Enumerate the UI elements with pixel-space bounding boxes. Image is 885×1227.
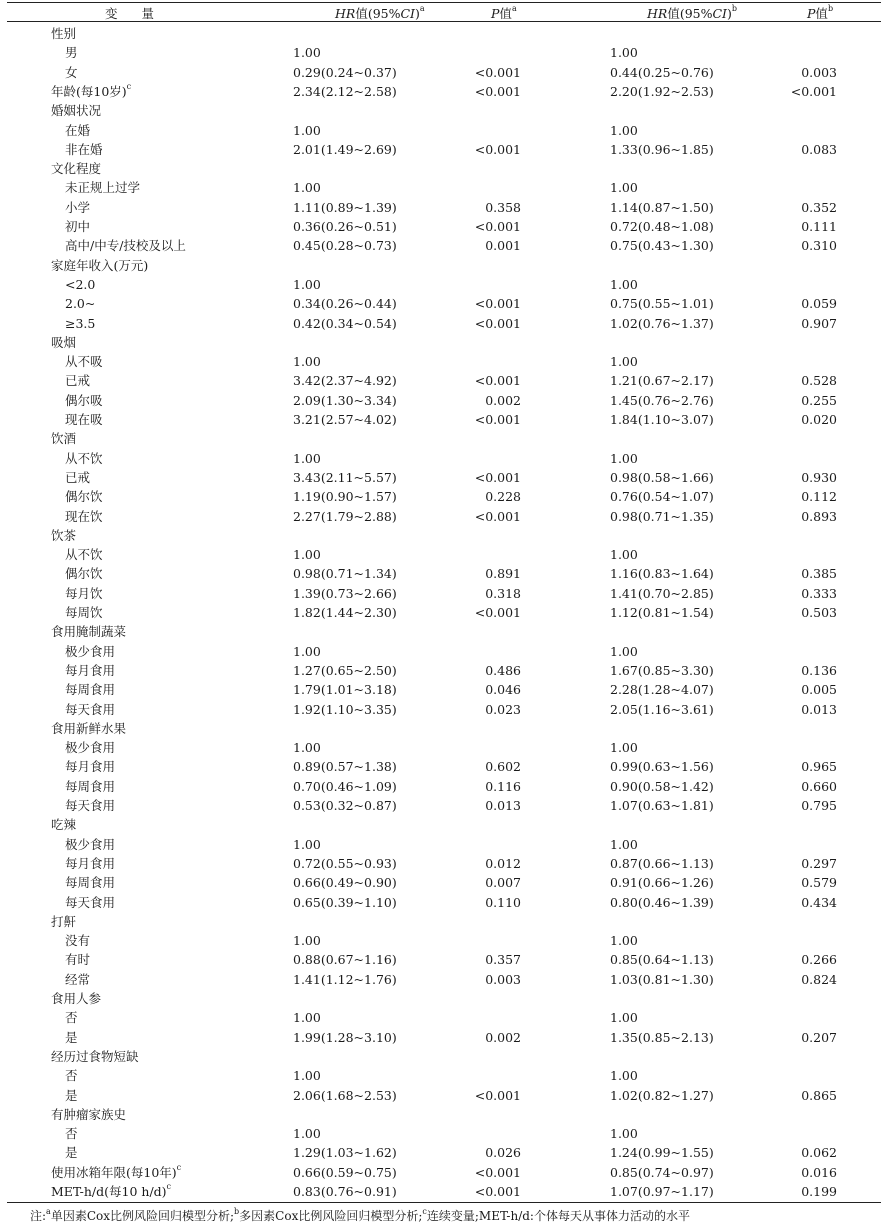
table-row [7, 43, 881, 62]
hr-univariate-cell: 0.53(0.32~0.87) [293, 798, 397, 813]
table-row-group [7, 912, 881, 931]
table-row [7, 1086, 881, 1105]
hr-univariate-cell: 1.00 [293, 547, 321, 563]
p-multivariate-cell: 0.579 [801, 875, 837, 891]
table-row [7, 352, 881, 371]
hr-univariate-cell: 1.00 [293, 836, 321, 852]
variable-cell: 性别 [51, 26, 77, 41]
variable-cell: 偶尔饮 [65, 489, 103, 505]
hr-univariate-cell: 1.27(0.65~2.50) [293, 662, 397, 678]
hr-multivariate-cell: 1.00 [610, 547, 638, 563]
hr-univariate-cell: 1.92(1.10~3.35) [293, 701, 397, 717]
hr-multivariate-cell: 0.87(0.66~1.13) [610, 855, 714, 871]
hr-univariate-cell: 1.00 [293, 1068, 321, 1084]
variable-cell: 食用腌制蔬菜 [51, 624, 127, 640]
table-row-group [7, 256, 881, 275]
p-univariate-cell: <0.001 [474, 83, 521, 99]
table-row [7, 970, 881, 989]
hr-univariate-cell: 1.11(0.89~1.39) [293, 199, 397, 215]
table-row [7, 931, 881, 950]
hr-univariate-cell: 1.39(0.73~2.66) [293, 585, 397, 601]
p-univariate-cell: 0.357 [485, 952, 521, 968]
variable-cell: 高中/中专/技校及以上 [65, 238, 186, 254]
table-row-group [7, 622, 881, 641]
p-multivariate-cell: 0.893 [801, 508, 837, 524]
hr-univariate-cell: 1.00 [293, 1010, 321, 1026]
variable-cell: 每天食用 [65, 798, 116, 813]
table-row [7, 564, 881, 583]
hr-univariate-cell: 2.09(1.30~3.34) [293, 392, 397, 408]
p-multivariate-cell: 0.013 [801, 701, 837, 717]
variable-cell: 初中 [65, 219, 91, 234]
p-multivariate-cell: 0.503 [801, 605, 837, 620]
p-univariate-cell: 0.116 [485, 778, 521, 794]
variable-cell: 已戒 [65, 469, 91, 485]
variable-cell: 偶尔吸 [65, 392, 103, 408]
variable-cell: 每月饮 [65, 585, 103, 601]
p-multivariate-cell: 0.016 [801, 1164, 837, 1180]
table-row [7, 835, 881, 854]
variable-cell: 饮酒 [51, 431, 77, 447]
hr-multivariate-cell: 1.35(0.85~2.13) [610, 1029, 714, 1045]
p-multivariate-cell: 0.003 [801, 64, 837, 80]
hr-multivariate-cell: 1.02(0.76~1.37) [610, 315, 714, 331]
variable-cell: 从不饮 [65, 547, 103, 563]
p-multivariate-cell: 0.062 [801, 1145, 837, 1161]
variable-cell: 没有 [65, 933, 91, 949]
p-multivariate-cell: 0.865 [801, 1087, 837, 1103]
hr-multivariate-cell: 0.75(0.55~1.01) [610, 296, 714, 312]
p-univariate-cell: 0.003 [485, 971, 521, 987]
hr-univariate-cell: 1.00 [293, 643, 321, 659]
hr-multivariate-cell: 2.05(1.16~3.61) [610, 701, 714, 717]
hr-univariate-cell: 2.06(1.68~2.53) [293, 1087, 397, 1103]
variable-cell: 每天食用 [65, 894, 116, 910]
p-multivariate-cell: 0.333 [801, 585, 837, 601]
hr-multivariate-cell: 0.72(0.48~1.08) [610, 219, 714, 234]
variable-cell: 每天食用 [65, 701, 116, 717]
hr-multivariate-cell: 1.00 [610, 836, 638, 852]
p-univariate-cell: 0.228 [485, 489, 521, 505]
p-multivariate-cell: 0.434 [801, 894, 837, 910]
variable-cell: 饮茶 [51, 527, 77, 543]
hr-univariate-cell: 1.29(1.03~1.62) [293, 1145, 397, 1161]
hr-multivariate-cell: 1.00 [610, 180, 638, 196]
p-univariate-cell: <0.001 [474, 373, 521, 389]
hr-univariate-cell: 0.72(0.55~0.93) [293, 855, 397, 871]
p-univariate-cell: <0.001 [474, 469, 521, 485]
header-p-univariate: P值$^a$ [491, 4, 517, 21]
hr-multivariate-cell: 1.03(0.81~1.30) [610, 971, 714, 987]
hr-univariate-cell: 0.65(0.39~1.10) [293, 894, 397, 910]
variable-cell: 食用新鲜水果 [51, 720, 127, 736]
hr-multivariate-cell: 1.02(0.82~1.27) [610, 1087, 714, 1103]
hr-univariate-cell: 0.45(0.28~0.73) [293, 238, 397, 254]
p-univariate-cell: 0.001 [485, 238, 521, 254]
hr-univariate-cell: 2.27(1.79~2.88) [293, 508, 397, 524]
p-univariate-cell: 0.023 [485, 701, 521, 717]
table-row [7, 584, 881, 603]
variable-cell: 否 [65, 1126, 78, 1142]
p-univariate-cell: 0.002 [485, 392, 521, 408]
hr-multivariate-cell: 1.07(0.97~1.17) [610, 1184, 714, 1199]
hr-multivariate-cell: 1.16(0.83~1.64) [610, 566, 714, 582]
variable-cell: 使用冰箱年限(每10年)$^c$ [51, 1162, 182, 1180]
variable-cell: 非在婚 [65, 141, 103, 157]
p-multivariate-cell: 0.199 [801, 1184, 837, 1199]
table-row [7, 873, 881, 892]
variable-cell: 文化程度 [51, 161, 102, 177]
header-hr-multivariate: HR值$(95\%CI)^b$ [647, 4, 738, 21]
p-univariate-cell: 0.046 [485, 682, 521, 698]
variable-cell: MET-h/d(每10 h/d)$^c$ [51, 1182, 172, 1199]
table-row-group [7, 1163, 881, 1182]
hr-multivariate-cell: 0.85(0.74~0.97) [610, 1164, 714, 1180]
variable-cell: 从不吸 [65, 354, 103, 370]
table-row-group [7, 989, 881, 1008]
table-row [7, 371, 881, 390]
table-row [7, 121, 881, 140]
p-univariate-cell: 0.012 [485, 855, 521, 871]
p-multivariate-cell: 0.930 [801, 469, 837, 485]
table-row-group [7, 719, 881, 738]
table-row [7, 236, 881, 255]
table-row [7, 178, 881, 197]
variable-cell: 现在饮 [65, 508, 103, 524]
table-row-group [7, 333, 881, 352]
hr-multivariate-cell: 0.75(0.43~1.30) [610, 238, 714, 254]
p-univariate-cell: 0.002 [485, 1029, 521, 1045]
hr-multivariate-cell: 1.67(0.85~3.30) [610, 662, 714, 678]
p-univariate-cell: 0.486 [485, 662, 521, 678]
p-multivariate-cell: 0.112 [801, 489, 837, 505]
hr-multivariate-cell: 1.00 [610, 354, 638, 370]
table-row [7, 893, 881, 912]
hr-multivariate-cell: 0.80(0.46~1.39) [610, 894, 714, 910]
variable-cell: 每周食用 [65, 778, 116, 794]
hr-multivariate-cell: 0.98(0.58~1.66) [610, 469, 714, 485]
p-univariate-cell: <0.001 [474, 64, 521, 80]
table-row [7, 738, 881, 757]
p-univariate-cell: <0.001 [474, 1087, 521, 1103]
variable-cell: 已戒 [65, 373, 91, 389]
hr-univariate-cell: 2.01(1.49~2.69) [293, 141, 397, 157]
hr-multivariate-cell: 1.24(0.99~1.55) [610, 1145, 714, 1161]
p-multivariate-cell: 0.255 [801, 392, 837, 408]
hr-multivariate-cell: 1.14(0.87~1.50) [610, 199, 714, 215]
hr-univariate-cell: 0.66(0.59~0.75) [293, 1164, 397, 1180]
variable-cell: 每月食用 [65, 662, 116, 678]
hr-univariate-cell: 0.36(0.26~0.51) [293, 219, 397, 234]
p-multivariate-cell: 0.297 [801, 855, 837, 871]
hr-multivariate-cell: 1.84(1.10~3.07) [610, 412, 714, 427]
table-row [7, 198, 881, 217]
hr-univariate-cell: 1.00 [293, 276, 321, 292]
table-row-group [7, 1047, 881, 1066]
hr-univariate-cell: 1.00 [293, 122, 321, 138]
hr-multivariate-cell: 1.00 [610, 643, 638, 659]
table-row [7, 700, 881, 719]
table-row [7, 661, 881, 680]
variable-cell: 婚姻状况 [51, 103, 102, 119]
table-bottom-rule [7, 1202, 881, 1203]
variable-cell: 有肿瘤家族史 [51, 1106, 127, 1122]
variable-cell: 是 [65, 1087, 78, 1103]
p-univariate-cell: 0.891 [485, 566, 521, 582]
hr-univariate-cell: 1.00 [293, 450, 321, 466]
variable-cell: 是 [65, 1145, 78, 1161]
p-univariate-cell: 0.602 [485, 759, 521, 775]
table-row [7, 294, 881, 313]
table-row-group [7, 82, 881, 101]
variable-cell: 吸烟 [51, 334, 77, 350]
hr-multivariate-cell: 1.21(0.67~2.17) [610, 373, 714, 389]
hr-univariate-cell: 3.43(2.11~5.57) [293, 469, 397, 485]
variable-cell: 极少食用 [65, 643, 116, 659]
p-multivariate-cell: 0.059 [801, 296, 837, 312]
p-univariate-cell: 0.358 [485, 199, 521, 215]
p-univariate-cell: <0.001 [474, 1164, 521, 1180]
header-variable: 变 量 [105, 6, 164, 21]
hr-multivariate-cell: 1.00 [610, 1126, 638, 1142]
hr-multivariate-cell: 0.91(0.66~1.26) [610, 875, 714, 891]
variable-cell: 每周食用 [65, 875, 116, 891]
variable-cell: 年龄(每10岁)$^c$ [51, 81, 132, 99]
hr-univariate-cell: 1.00 [293, 1126, 321, 1142]
variable-cell: 男 [65, 45, 78, 61]
hr-multivariate-cell: 0.98(0.71~1.35) [610, 508, 714, 524]
variable-cell: 是 [65, 1029, 78, 1045]
table-row [7, 777, 881, 796]
table-row [7, 140, 881, 159]
variable-cell: 每月食用 [65, 855, 116, 871]
variable-cell: 有时 [65, 952, 91, 968]
p-multivariate-cell: 0.005 [801, 682, 837, 698]
hr-multivariate-cell: 0.90(0.58~1.42) [610, 778, 714, 794]
p-multivariate-cell: 0.083 [801, 141, 837, 157]
p-multivariate-cell: 0.207 [801, 1029, 837, 1045]
table-row [7, 275, 881, 294]
hr-multivariate-cell: 1.00 [610, 1068, 638, 1084]
p-multivariate-cell: 0.660 [801, 778, 837, 794]
table-row [7, 449, 881, 468]
variable-cell: 每月食用 [65, 759, 116, 775]
hr-univariate-cell: 0.34(0.26~0.44) [293, 296, 397, 312]
table-row [7, 410, 881, 429]
variable-cell: 小学 [65, 199, 91, 215]
hr-multivariate-cell: 1.00 [610, 933, 638, 949]
hr-univariate-cell: 1.00 [293, 740, 321, 756]
p-multivariate-cell: 0.907 [801, 315, 837, 331]
variable-cell: 每周食用 [65, 682, 116, 698]
hr-univariate-cell: 1.00 [293, 933, 321, 949]
hr-multivariate-cell: 0.44(0.25~0.76) [610, 64, 714, 80]
table-row [7, 796, 881, 815]
table-top-rule [7, 2, 881, 3]
header-p-multivariate: P值$^b$ [807, 4, 834, 21]
table-row [7, 1143, 881, 1162]
p-multivariate-cell: 0.824 [801, 971, 837, 987]
hr-univariate-cell: 0.88(0.67~1.16) [293, 952, 397, 968]
table-row [7, 487, 881, 506]
table-row [7, 1008, 881, 1027]
hr-multivariate-cell: 1.00 [610, 276, 638, 292]
hr-univariate-cell: 0.29(0.24~0.37) [293, 64, 397, 80]
table-row [7, 63, 881, 82]
variable-cell: 否 [65, 1068, 78, 1084]
variable-cell: 偶尔饮 [65, 566, 103, 582]
hr-multivariate-cell: 1.12(0.81~1.54) [610, 605, 714, 620]
table-row-group [7, 159, 881, 178]
hr-multivariate-cell: 1.00 [610, 45, 638, 61]
variable-cell: ≥3.5 [65, 315, 96, 331]
hr-multivariate-cell: 0.85(0.64~1.13) [610, 952, 714, 968]
hr-univariate-cell: 1.00 [293, 354, 321, 370]
table-row-group [7, 815, 881, 834]
table-row [7, 1028, 881, 1047]
variable-cell: 极少食用 [65, 836, 116, 852]
hr-multivariate-cell: 1.00 [610, 450, 638, 466]
p-univariate-cell: 0.013 [485, 798, 521, 813]
hr-univariate-cell: 0.89(0.57~1.38) [293, 759, 397, 775]
variable-cell: 否 [65, 1010, 78, 1026]
hr-multivariate-cell: 1.41(0.70~2.85) [610, 585, 714, 601]
table-row-group [7, 526, 881, 545]
p-multivariate-cell: 0.528 [801, 373, 837, 389]
hr-univariate-cell: 1.00 [293, 180, 321, 196]
hr-univariate-cell: 1.00 [293, 45, 321, 61]
hr-univariate-cell: 0.42(0.34~0.54) [293, 315, 397, 331]
p-univariate-cell: <0.001 [474, 141, 521, 157]
table-row [7, 1066, 881, 1085]
p-univariate-cell: 0.026 [485, 1145, 521, 1161]
p-univariate-cell: <0.001 [474, 219, 521, 234]
hr-multivariate-cell: 1.07(0.63~1.81) [610, 798, 714, 813]
variable-cell: 未正规上过学 [65, 180, 141, 196]
hr-univariate-cell: 1.41(1.12~1.76) [293, 971, 397, 987]
p-multivariate-cell: 0.385 [801, 566, 837, 582]
table-row-group [7, 24, 881, 43]
p-univariate-cell: <0.001 [474, 296, 521, 312]
variable-cell: 极少食用 [65, 740, 116, 756]
table-row [7, 391, 881, 410]
hr-univariate-cell: 1.82(1.44~2.30) [293, 605, 397, 620]
hr-univariate-cell: 3.42(2.37~4.92) [293, 373, 397, 389]
variable-cell: 现在吸 [65, 412, 103, 427]
p-univariate-cell: 0.318 [485, 585, 521, 601]
p-univariate-cell: <0.001 [474, 412, 521, 427]
variable-cell: 从不饮 [65, 450, 103, 466]
table-row [7, 642, 881, 661]
table-row [7, 545, 881, 564]
table-row [7, 507, 881, 526]
hr-univariate-cell: 0.66(0.49~0.90) [293, 875, 397, 891]
header-hr-univariate: HR值$(95\%CI)^a$ [335, 4, 425, 21]
hr-univariate-cell: 2.34(2.12~2.58) [293, 83, 397, 99]
table-row [7, 468, 881, 487]
table-header-rule [7, 21, 881, 22]
hr-multivariate-cell: 0.99(0.63~1.56) [610, 759, 714, 775]
p-multivariate-cell: 0.111 [801, 219, 837, 234]
variable-cell: 经常 [65, 971, 91, 987]
variable-cell: 经历过食物短缺 [51, 1048, 139, 1064]
variable-cell: 吃辣 [51, 817, 77, 833]
p-multivariate-cell: <0.001 [790, 83, 837, 99]
table-row-group [7, 101, 881, 120]
variable-cell: 每周饮 [65, 605, 103, 620]
table-row-group [7, 1105, 881, 1124]
p-multivariate-cell: 0.310 [801, 238, 837, 254]
table-row [7, 950, 881, 969]
variable-cell: 打鼾 [51, 913, 77, 929]
hr-univariate-cell: 3.21(2.57~4.02) [293, 412, 397, 427]
hr-multivariate-cell: 1.45(0.76~2.76) [610, 392, 714, 408]
p-univariate-cell: 0.110 [485, 894, 521, 910]
hr-multivariate-cell: 1.00 [610, 122, 638, 138]
variable-cell: 女 [65, 64, 78, 80]
hr-multivariate-cell: 2.28(1.28~4.07) [610, 682, 714, 698]
variable-cell: <2.0 [65, 276, 96, 292]
variable-cell: 在婚 [65, 122, 91, 138]
table-row [7, 603, 881, 622]
variable-cell: 2.0~ [65, 296, 96, 312]
variable-cell: 食用人参 [51, 991, 102, 1006]
hr-univariate-cell: 1.79(1.01~3.18) [293, 682, 397, 698]
hr-univariate-cell: 1.19(0.90~1.57) [293, 489, 397, 505]
hr-multivariate-cell: 0.76(0.54~1.07) [610, 489, 714, 505]
table-row-group [7, 429, 881, 448]
hr-multivariate-cell: 1.00 [610, 1010, 638, 1026]
table-row [7, 757, 881, 776]
hr-univariate-cell: 0.83(0.76~0.91) [293, 1184, 397, 1199]
hr-multivariate-cell: 1.00 [610, 740, 638, 756]
p-multivariate-cell: 0.266 [801, 952, 837, 968]
table-header [7, 4, 881, 21]
hr-multivariate-cell: 2.20(1.92~2.53) [610, 83, 714, 99]
hr-multivariate-cell: 1.33(0.96~1.85) [610, 141, 714, 157]
p-multivariate-cell: 0.136 [801, 662, 837, 678]
p-univariate-cell: <0.001 [474, 605, 521, 620]
p-univariate-cell: <0.001 [474, 315, 521, 331]
p-multivariate-cell: 0.795 [801, 798, 837, 813]
table-row [7, 314, 881, 333]
table-row [7, 680, 881, 699]
table-row [7, 1124, 881, 1143]
table-footnote: 注:$^a$单因素Cox比例风险回归模型分析;$^b$多因素Cox比例风险回归模型分析;$^c$连续变量;MET-h/d:个体每天从事体力活动的水平 [30, 1207, 690, 1223]
p-univariate-cell: <0.001 [474, 1184, 521, 1199]
hr-univariate-cell: 0.70(0.46~1.09) [293, 778, 397, 794]
p-multivariate-cell: 0.965 [801, 759, 837, 775]
p-multivariate-cell: 0.352 [801, 199, 837, 215]
table-row-group [7, 1182, 881, 1201]
table-row [7, 217, 881, 236]
hr-univariate-cell: 1.99(1.28~3.10) [293, 1029, 397, 1045]
p-multivariate-cell: 0.020 [801, 412, 837, 427]
hr-univariate-cell: 0.98(0.71~1.34) [293, 566, 397, 582]
variable-cell: 家庭年收入(万元) [51, 257, 149, 273]
p-univariate-cell: 0.007 [485, 875, 521, 891]
p-univariate-cell: <0.001 [474, 508, 521, 524]
table-row [7, 854, 881, 873]
